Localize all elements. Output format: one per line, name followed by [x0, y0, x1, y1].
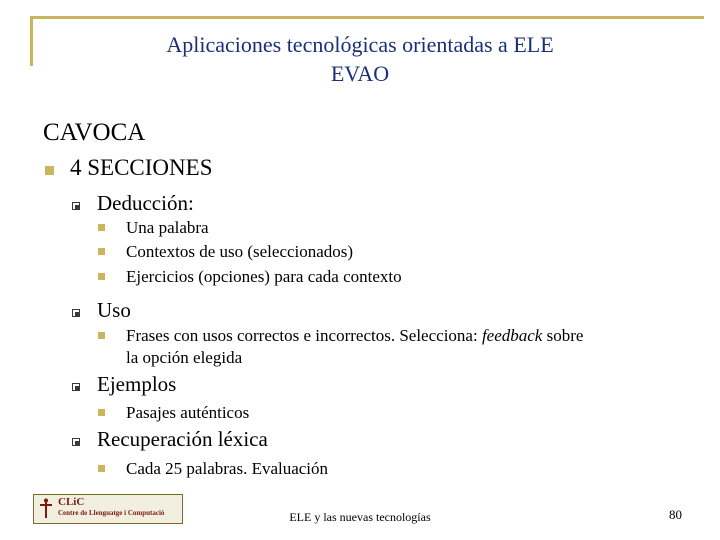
slide-heading: CAVOCA [43, 119, 146, 146]
list-item: Contextos de uso (seleccionados) [126, 242, 354, 261]
section-ejemplos-label: Ejemplos [97, 372, 177, 396]
bullet-square-small-icon [98, 224, 105, 231]
section-recuperacion-label: Recuperación léxica [97, 427, 268, 451]
bullet-square-small-icon [98, 409, 105, 416]
footer-text: ELE y las nuevas tecnologías [289, 510, 431, 524]
slide-title [40, 30, 680, 88]
list-item-continuation: la opción elegida [126, 348, 243, 367]
list-item: Ejercicios (opciones) para cada contexto [126, 267, 402, 286]
uso-text-part1: Frases con usos correctos e incorrectos. Selecciona: [126, 326, 482, 345]
slide-title-line1: Aplicaciones tecnológicas orientadas a ELE [166, 32, 554, 57]
list-item: Pasajes auténticos [126, 403, 250, 422]
title-frame-left-rule [30, 16, 33, 66]
title-frame-top-rule [30, 16, 704, 19]
clic-logo [33, 494, 183, 524]
section-uso-label: Uso [97, 298, 131, 322]
bullet-checkbox-icon [72, 438, 80, 446]
sections-label: 4 SECCIONES [70, 155, 213, 180]
bullet-checkbox-icon [72, 309, 80, 317]
bullet-square-small-icon [98, 248, 105, 255]
bullet-square-small-icon [98, 332, 105, 339]
bullet-square-icon [45, 166, 54, 175]
list-item: Una palabra [126, 218, 209, 237]
slide-title-line2: EVAO [330, 61, 390, 86]
clic-logo-icon [38, 498, 54, 520]
bullet-square-small-icon [98, 273, 105, 280]
section-deduccion-label: Deducción: [97, 191, 194, 215]
bullet-square-small-icon [98, 465, 105, 472]
page-number: 80 [669, 507, 682, 522]
list-item: Cada 25 palabras. Evaluación [126, 459, 329, 478]
clic-logo-title: CLiC [58, 496, 85, 508]
uso-text-emphasis: feedback [481, 326, 543, 345]
uso-text-part2: sobre [542, 326, 584, 345]
bullet-checkbox-icon [72, 383, 80, 391]
list-item [126, 325, 583, 347]
bullet-checkbox-icon [72, 202, 80, 210]
clic-logo-subtitle: Centre de Llenguatge i Computació [58, 509, 165, 517]
